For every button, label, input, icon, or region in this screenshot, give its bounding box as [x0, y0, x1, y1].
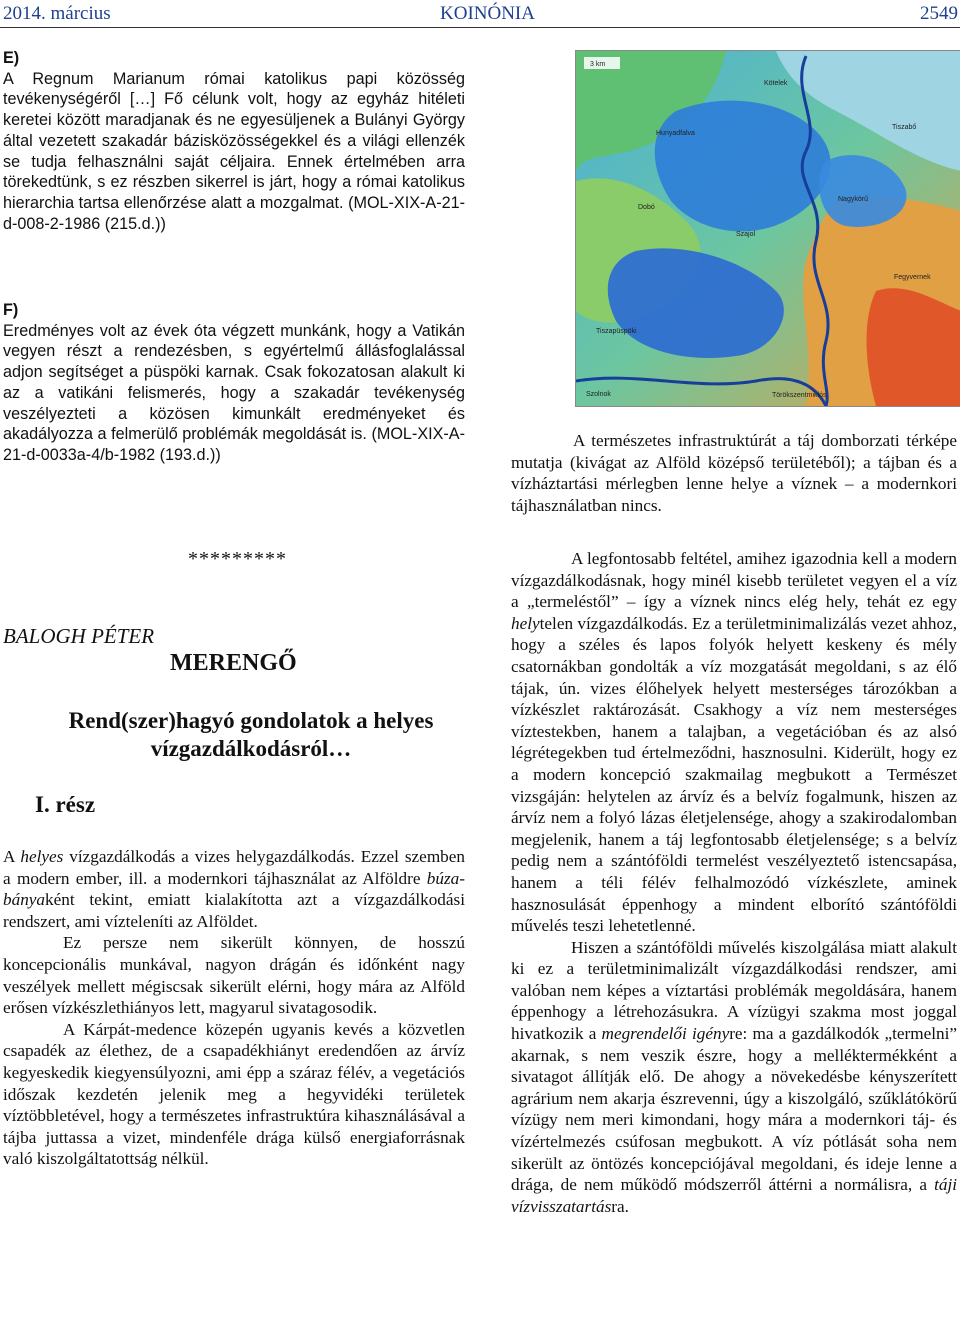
text-run: ként tekint, emiatt kialakította azt a vízgazdálkodási rendszert, ami vízteleníti az Alföldet. — [3, 890, 465, 931]
section-e — [3, 48, 465, 234]
text-run: Hiszen a szántóföldi művelés kiszolgálása miatt alakult ki ez a területminimalizált vízgazdálkodási rendszer, ami valóban nem képes a víztartási problémák megoldására, hanem éppenhogy a létrehozásukra. A vízügyi szakma most joggal hivatkozik a — [511, 937, 957, 1044]
header-rule — [0, 27, 960, 28]
text-run: vízgazdálkodás a vizes helygazdálkodás. Ezzel szemben a modern ember, ill. a modernkori tájhasználat az Alföldre — [3, 847, 465, 888]
text-run: re: ma a gazdálkodók „termelni” akarnak, s nem veszik észre, hogy a melléktermékként a sivatagot állítják elő. De ahogy a növekedésbe kényszerített agrárium nem akarja észrevenni, úgy a kiszolgáló, szűklátókörű vízügy nem meri kimondani, hogy mára a modernkori táj- és vízértelmezés csúfosan megbukott. A víz pótlását soha nem sikerült az öntözés koncepciójával megoldani, és ideje lenne a drága, de nem működő módszerről áttérni a normálisra, a — [511, 1024, 957, 1195]
map-caption — [511, 430, 957, 516]
section-separator: ********* — [188, 548, 287, 570]
header-page-number: 2549 — [920, 3, 958, 24]
text-emphasis: búza-bánya — [3, 868, 465, 910]
article-title: MERENGŐ — [170, 650, 297, 676]
text-run: ra. — [611, 1196, 629, 1216]
map-place-label: Szajol — [736, 231, 756, 238]
text-run: telen vízgazdálkodás. Ez a területminimalizálás vezet ahhoz, hogy a széles és lapos folyók helyett keskeny és mély csatornákban gondolták a víz mozgatását megoldani, s az élő tájak, ún. vizes élőhelyek helyett mesterséges tározókban a vízkészlet raktározását. Csakhogy a víz nem mesterséges víztestekben, hanem a talajban, a vegetációban és az alsó légrétegekben tud értelmeződni, hasznosulni. Kiderült, hogy ez a modern koncepció szakmailag megbukott a Természet vizsgáján: helytelen az árvíz és a belvíz fogalmunk, hiszen az árvíz nem a folyó lázas életjelensége, ahogy a szakirodalomban megjelenik, hanem a táj legfontosabb életjelensége; s a belvíz pedig nem a szántóföldi termelést veszélyeztető istencsapása, hanem a téli félév felhalmozódó vízkészlete, aminek hasznosulását éppenhogy a mindent elborító szántóföldi művelés teszi lehetetlenné. — [511, 613, 957, 936]
article-paragraph — [511, 937, 957, 1218]
article-part: I. rész — [35, 792, 96, 817]
section-e-text: A Regnum Marianum római katolikus papi közösség tevékenységéről […] Fő célunk volt, hogy az egyház hitéleti keretei között maradjanak és ne egyesüljenek a Bulányi György által vezetett szakadár bázisközösségekkel és a világi ellenzék se tudja felhasználni saját céljaira. Ennek értelmében arra törekedtünk, s ez részben sikerrel is járt, hogy a római katolikus hierarchia tartsa ellenőrzése alatt a mozgalmat. (MOL-XIX-A-21-d-008-2-1986 (215.d.)) — [3, 69, 465, 233]
text-run: A — [3, 847, 21, 866]
map-caption-text: A természetes infrastruktúrát a táj domborzati térképe mutatja (kivágat az Alföld középső területéből); a tájban és a vízháztartási mérlegben lenne helye a víznek – a modernkori tájhasználatban nincs. — [511, 431, 957, 515]
header-journal-title: KOINÓNIA — [440, 3, 535, 24]
article-left-column — [3, 846, 465, 1170]
text-emphasis: megrendelői igény — [601, 1024, 730, 1044]
relief-map-image — [575, 50, 960, 407]
map-place-label: Hunyadfalva — [656, 130, 695, 137]
article-paragraph — [511, 548, 957, 937]
map-place-label: Tiszapüspöki — [596, 328, 637, 335]
article-subtitle: Rend(szer)hagyó gondolatok a helyes vízgazdálkodásról… — [68, 708, 434, 761]
map-region — [867, 288, 960, 406]
text-emphasis: helyes — [20, 847, 64, 866]
map-place-label: Kötelek — [764, 80, 788, 87]
running-header — [0, 0, 960, 28]
text-emphasis: hely — [511, 613, 540, 633]
map-place-label: Törökszentmiklós — [772, 392, 827, 399]
text-emphasis: táji vízvisszatartás — [511, 1175, 957, 1216]
article-paragraph: A Kárpát-medence közepén ugyanis kevés a közvetlen csapadék az élethez, de a csapadékhiányt eredendően az árvíz kegyeskedik kiegyensúlyozni, ami épp a száraz félév, a vegetációs időszak kezdetén jelenik meg a hegyvidéki területek víztöbbletével, hogy a természetes infrastruktúra kihasználásával a tájba juttassa a vizet, mindenféle drága külső energiaforrásnak való kiszolgáltatottság nélkül. — [3, 1019, 465, 1169]
map-place-label: Dobó — [638, 204, 655, 211]
scale-label: 3 km — [590, 61, 606, 68]
text-run: A legfontosabb feltétel, amihez igazodnia kell a modern vízgazdálkodásnak, hogy minél kisebb területet vegyen el a víz a „termeléstől” – így a víznek nincs elég hely, tehát ez egy — [511, 549, 957, 612]
section-f-label: F) — [3, 301, 19, 319]
article-author: BALOGH PÉTER — [3, 624, 155, 648]
map-place-label: Fegyvernek — [894, 274, 931, 281]
section-f — [3, 300, 465, 466]
relief-map-svg — [576, 51, 960, 406]
section-e-label: E) — [3, 49, 20, 67]
header-date: 2014. március — [3, 3, 111, 24]
map-place-label: Tiszabő — [892, 124, 917, 131]
article-paragraph — [3, 846, 465, 932]
article-right-column — [511, 548, 957, 1217]
map-place-label: Nagykörű — [838, 196, 868, 203]
map-place-label: Szolnok — [586, 391, 611, 398]
section-f-text: Eredményes volt az évek óta végzett munkánk, hogy a Vatikán vegyen részt a rendezésben, s egyértelmű állásfoglalással adjon segítséget a püspöki karnak. Csak fokozatosan alakult ki az a vatikáni felismerés, hogy a szakadár tevékenység veszélyezteti a közösen kimunkált eredményeket és akadályozza a felmerülő problémák megoldását is. (MOL-XIX-A-21-d-0033a-4/b-1982 (193.d.)) — [3, 321, 465, 464]
article-paragraph: Ez persze nem sikerült könnyen, de hosszú koncepcionális munkával, nagyon drágán és időnként nagy veszélyek mellett mégiscsak sikerült elérni, hogy mára az Alföld erősen vízkészlethiányos lett, magyarul sivatagosodik. — [3, 933, 465, 1018]
